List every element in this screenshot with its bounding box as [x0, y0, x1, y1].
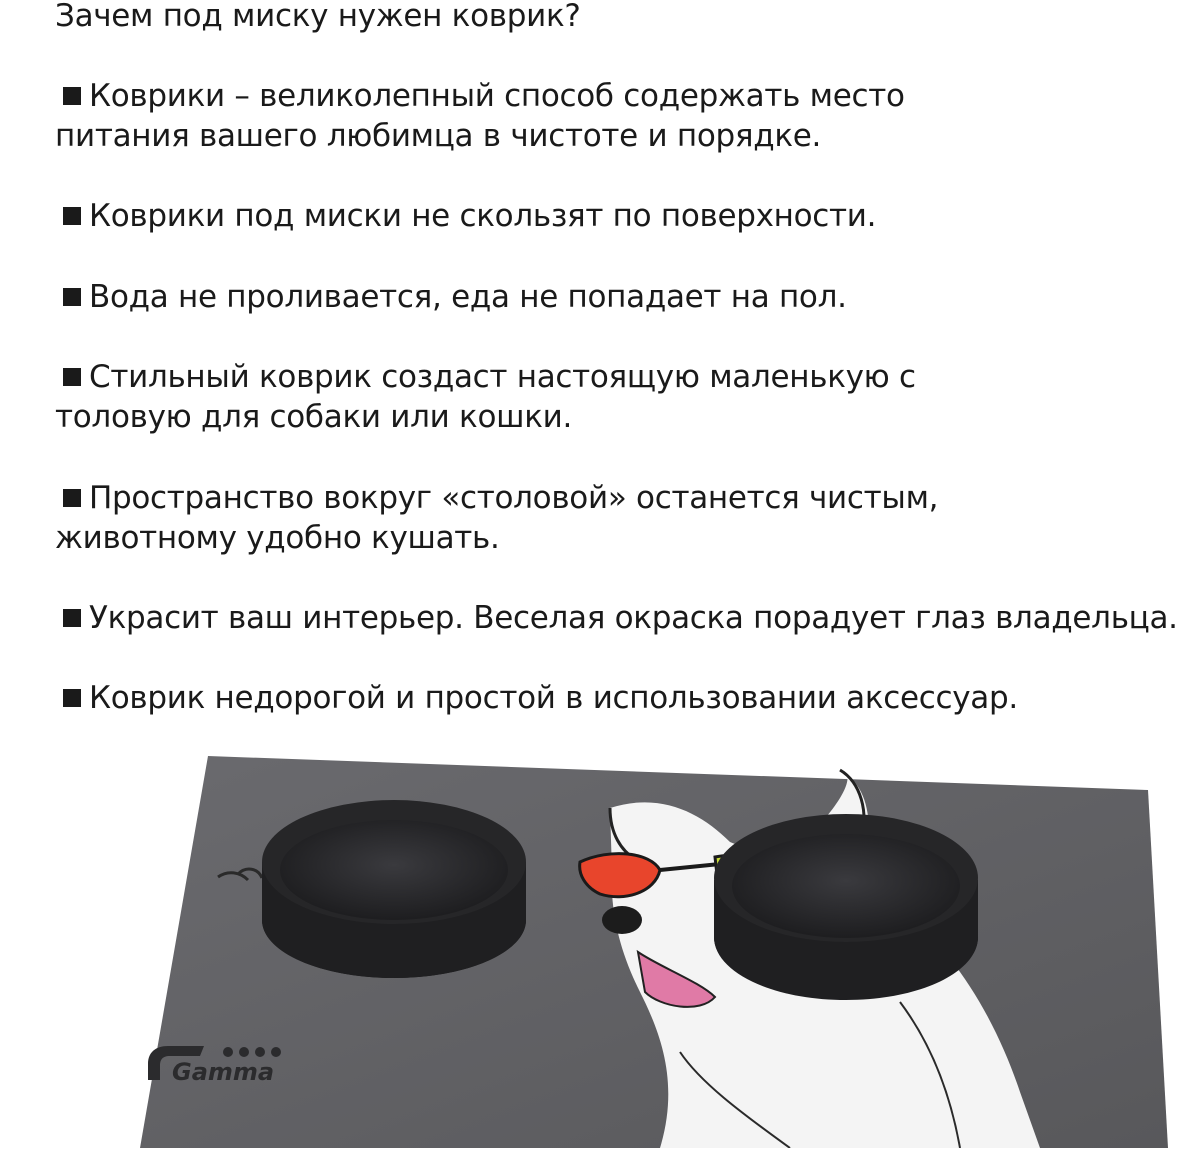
- product-photo-svg: [140, 752, 1180, 1148]
- list-item: [55, 277, 1185, 317]
- bullet-square-icon: [63, 489, 81, 507]
- bullet-text-line2: толовую для собаки или кошки.: [55, 399, 573, 435]
- bowl-left: [262, 800, 526, 978]
- brand-logo-text: Gamma: [172, 1058, 275, 1086]
- bullet-square-icon: [63, 368, 81, 386]
- bullet-text-line2: питания вашего любимца в чистоте и порядке.: [55, 118, 822, 154]
- bullet-text-line1: Стильный коврик создаст настоящую маленькую с: [89, 359, 916, 395]
- bullet-text-line1: Коврик недорогой и простой в использовании аксессуар.: [89, 680, 1018, 716]
- bullet-square-icon: [63, 288, 81, 306]
- page-title: Зачем под миску нужен коврик?: [55, 0, 581, 34]
- product-photo: [140, 752, 1180, 1148]
- bullet-square-icon: [63, 87, 81, 105]
- bowl-right: [714, 814, 978, 1000]
- list-item: [55, 598, 1185, 638]
- list-item: [55, 196, 1185, 236]
- bullet-text-line1: Коврики – великолепный способ содержать место: [89, 78, 905, 114]
- list-item: [55, 76, 1185, 156]
- bullet-square-icon: [63, 609, 81, 627]
- list-item: [55, 678, 1185, 718]
- list-item: [55, 357, 1185, 437]
- list-item: [55, 478, 1185, 558]
- bullet-square-icon: [63, 689, 81, 707]
- bullet-text-line1: Коврики под миски не скользят по поверхности.: [89, 198, 877, 234]
- bullet-square-icon: [63, 207, 81, 225]
- bullet-text-line1: Пространство вокруг «столовой» останется чистым,: [89, 480, 939, 516]
- bullet-text-line2: животному удобно кушать.: [55, 520, 500, 556]
- bullet-text-line1: Украсит ваш интерьер. Веселая окраска порадует глаз владельца.: [89, 600, 1178, 636]
- bullet-text-line1: Вода не проливается, еда не попадает на пол.: [89, 279, 847, 315]
